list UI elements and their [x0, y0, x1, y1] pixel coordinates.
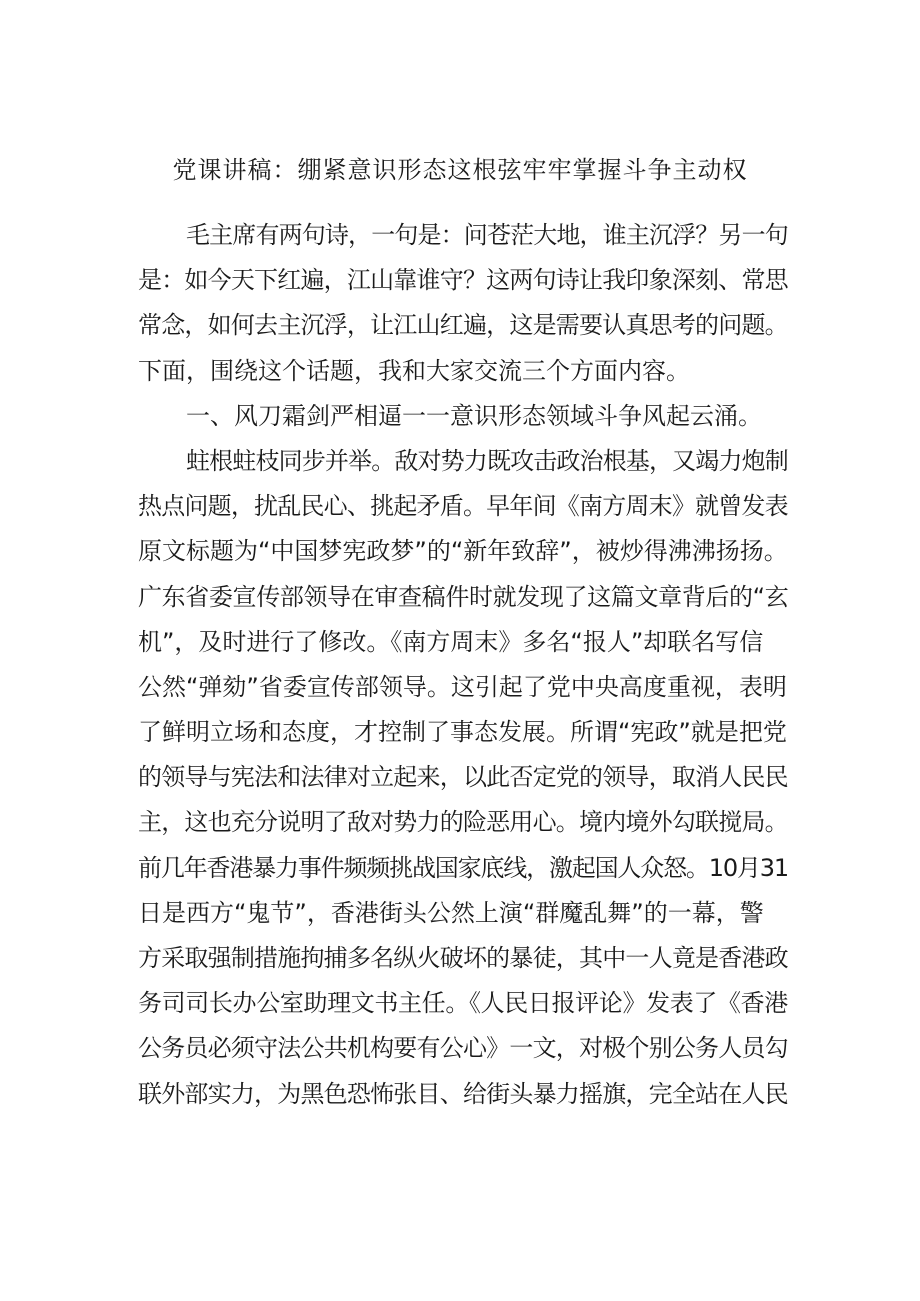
- text-line: 毛主席有两句诗，一句是：问苍茫大地，谁主沉浮？另一句: [186, 221, 788, 249]
- text-line: 务司司长办公室助理文书主任。《人民日报评论》发表了《香港: [138, 989, 788, 1018]
- text-line: 机”，及时进行了修改。《南方周末》多名“报人”却联名写信: [138, 627, 764, 656]
- text-line: 了鲜明立场和态度，才控制了事态发展。所谓“宪政”就是把党: [138, 718, 787, 747]
- text-line: 主，这也充分说明了敌对势力的险恶用心。境内境外勾联搅局。: [138, 808, 788, 837]
- text-line: 广东省委宣传部领导在审查稿件时就发现了这篇文章背后的“玄: [138, 582, 789, 611]
- paragraph-section-1-body: [138, 439, 788, 1117]
- text-line: 一、风刀霜剑严相逼一一意识形态领域斗争风起云涌。: [186, 401, 762, 430]
- text-line: 的领导与宪法和法律对立起来，以此否定党的领导，取消人民民: [138, 763, 788, 792]
- section-heading-1: [138, 394, 788, 439]
- document-body: [138, 213, 788, 1117]
- text-line: 蛀根蛀枝同步并举。敌对势力既攻击政治根基，又竭力炮制: [186, 446, 788, 475]
- document-title: 党课讲稿：绷紧意识形态这根弦牢牢掌握斗争主动权: [172, 156, 748, 184]
- text-line: 方采取强制措施拘捕多名纵火破坏的暴徒，其中一人竟是香港政: [138, 944, 788, 972]
- text-line: 联外部实力，为黑色恐怖张目、给街头暴力摇旗，完全站在人民: [138, 1079, 788, 1108]
- text-line: 日是西方“鬼节”，香港街头公然上演“群魔乱舞”的一幕，警: [138, 898, 764, 927]
- text-line: 前几年香港暴力事件频频挑战国家底线，激起国人众怒。10月31: [138, 853, 788, 882]
- text-line: 常念，如何去主沉浮，让江山红遍，这是需要认真思考的问题。: [138, 311, 788, 340]
- text-line: 是：如今天下红遍，江山靠谁守？这两句诗让我印象深刻、常思: [138, 266, 788, 295]
- text-line: 公然“弹劾”省委宣传部领导。这引起了党中央高度重视，表明: [138, 672, 787, 701]
- paragraph-intro: [138, 213, 788, 394]
- text-line: 原文标题为“中国梦宪政梦”的“新年致辞”，被炒得沸沸扬扬。: [138, 537, 788, 566]
- text-line: 公务员必须守法公共机构要有公心》一文，对极个别公务人员勾: [138, 1034, 788, 1063]
- text-line: 热点问题，扰乱民心、挑起矛盾。早年间《南方周末》就曾发表: [138, 492, 788, 521]
- text-line: 下面，围绕这个话题，我和大家交流三个方面内容。: [138, 356, 690, 385]
